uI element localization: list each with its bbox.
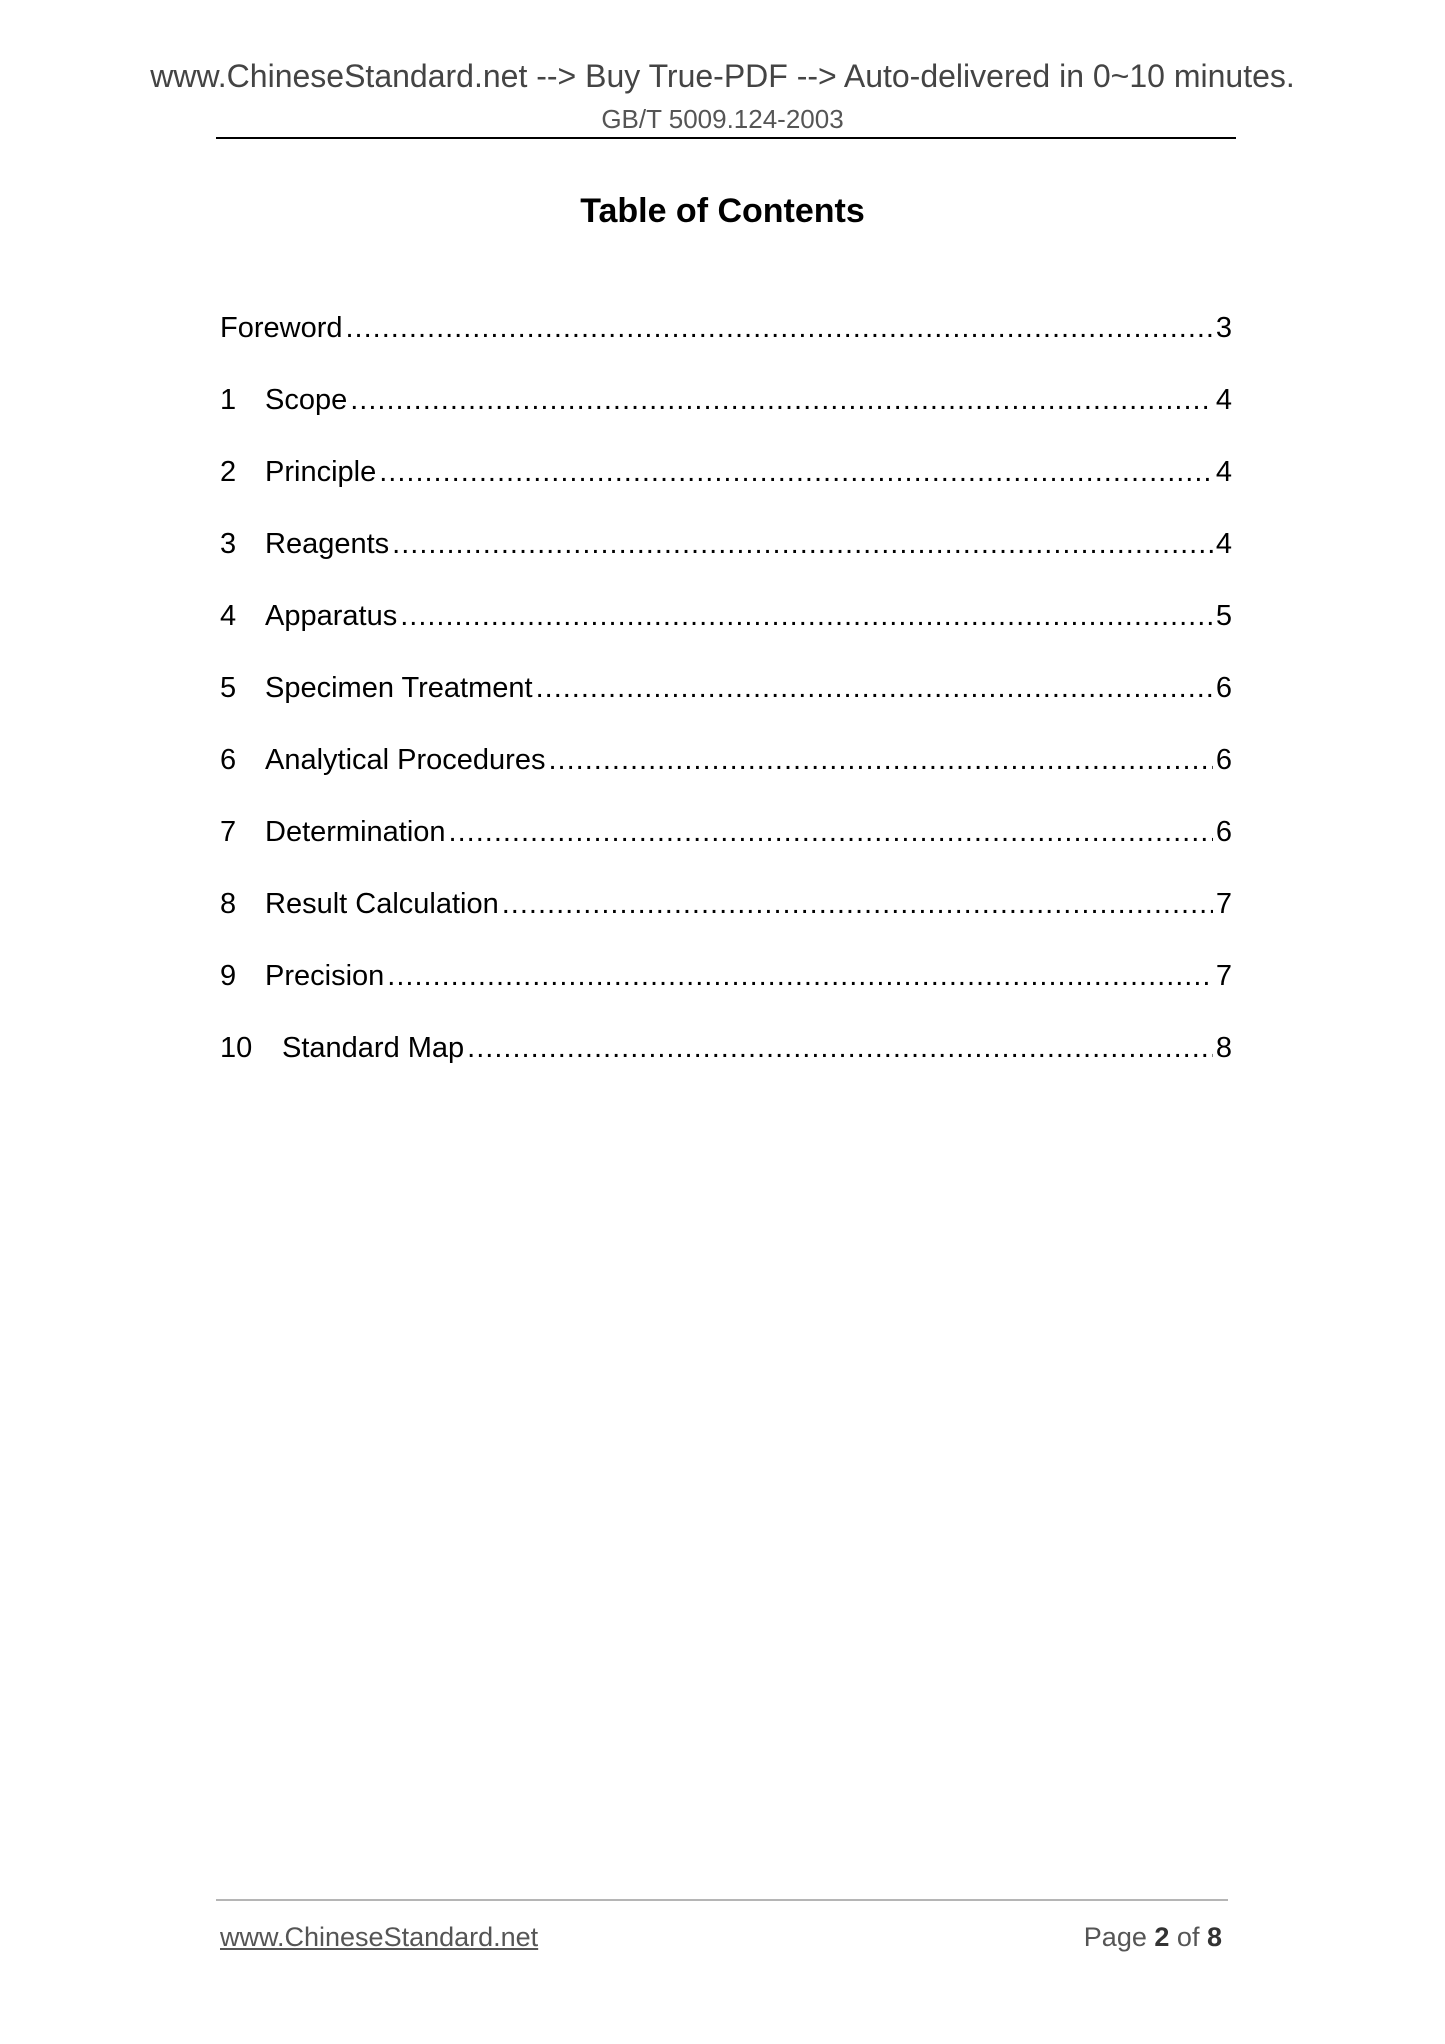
toc-entry-label: Determination [265, 816, 446, 848]
toc-entry-page: 6 [1215, 672, 1232, 704]
toc-entry-precision[interactable] [220, 958, 1232, 1030]
toc-entry-number: 10 [220, 1032, 253, 1064]
footer-divider [216, 1899, 1228, 1901]
toc-entry-foreword[interactable] [220, 310, 1232, 382]
toc-entry-standard-map[interactable] [220, 1030, 1232, 1102]
toc-entry-number: 9 [220, 960, 237, 992]
toc-entry-page: 4 [1215, 456, 1232, 488]
toc-entry-specimen-treatment[interactable] [220, 670, 1232, 742]
toc-entry-page: 7 [1215, 888, 1232, 920]
toc-list [220, 310, 1232, 1102]
toc-entry-label: Apparatus [265, 600, 398, 632]
toc-entry-page: 6 [1215, 816, 1232, 848]
toc-entry-page: 3 [1215, 312, 1232, 344]
toc-entry-number: 6 [220, 744, 237, 776]
toc-entry-label: Result Calculation [265, 888, 499, 920]
toc-entry-result-calculation[interactable] [220, 886, 1232, 958]
toc-dot-leader [449, 814, 1213, 850]
toc-title: Table of Contents [580, 192, 865, 230]
standard-code: GB/T 5009.124-2003 [601, 104, 844, 134]
toc-entry-analytical-procedures[interactable] [220, 742, 1232, 814]
toc-entry-number: 8 [220, 888, 237, 920]
toc-entry-number: 4 [220, 600, 237, 632]
toc-dot-leader [387, 958, 1213, 994]
toc-entry-label: Precision [265, 960, 385, 992]
toc-entry-page: 6 [1215, 744, 1232, 776]
toc-entry-determination[interactable] [220, 814, 1232, 886]
footer-website-link[interactable]: www.ChineseStandard.net [220, 1922, 539, 1952]
header-banner: www.ChineseStandard.net --> Buy True-PDF --> Auto-delivered in 0~10 minutes. [150, 58, 1295, 94]
toc-entry-label: Foreword [220, 312, 343, 344]
toc-entry-number: 7 [220, 816, 237, 848]
toc-dot-leader [548, 742, 1212, 778]
toc-entry-label: Analytical Procedures [265, 744, 546, 776]
toc-dot-leader [467, 1030, 1213, 1066]
page-prefix: Page [1083, 1922, 1147, 1952]
toc-entry-page: 8 [1215, 1032, 1232, 1064]
toc-entry-reagents[interactable] [220, 526, 1232, 598]
toc-entry-label: Standard Map [282, 1032, 465, 1064]
toc-dot-leader [346, 310, 1213, 346]
total-pages-number: 8 [1206, 1922, 1222, 1952]
toc-entry-page: 5 [1215, 600, 1232, 632]
toc-dot-leader [502, 886, 1213, 922]
toc-entry-page: 4 [1215, 384, 1232, 416]
toc-entry-label: Principle [265, 456, 377, 488]
toc-dot-leader [379, 454, 1213, 490]
toc-entry-number: 3 [220, 528, 237, 560]
toc-entry-number: 5 [220, 672, 237, 704]
toc-dot-leader [400, 598, 1213, 634]
toc-entry-label: Reagents [265, 528, 390, 560]
toc-entry-label: Specimen Treatment [265, 672, 533, 704]
toc-entry-page: 7 [1215, 960, 1232, 992]
toc-entry-principle[interactable] [220, 454, 1232, 526]
toc-entry-page: 4 [1215, 528, 1232, 560]
toc-dot-leader [536, 670, 1213, 706]
header-divider [216, 137, 1236, 139]
page-indicator [1084, 1922, 1222, 1953]
toc-dot-leader [392, 526, 1213, 562]
toc-entry-label: Scope [265, 384, 348, 416]
current-page-number: 2 [1154, 1922, 1170, 1952]
toc-entry-number: 1 [220, 384, 237, 416]
page-separator: of [1176, 1922, 1200, 1952]
toc-entry-scope[interactable] [220, 382, 1232, 454]
toc-dot-leader [350, 382, 1213, 418]
toc-entry-apparatus[interactable] [220, 598, 1232, 670]
toc-entry-number: 2 [220, 456, 237, 488]
